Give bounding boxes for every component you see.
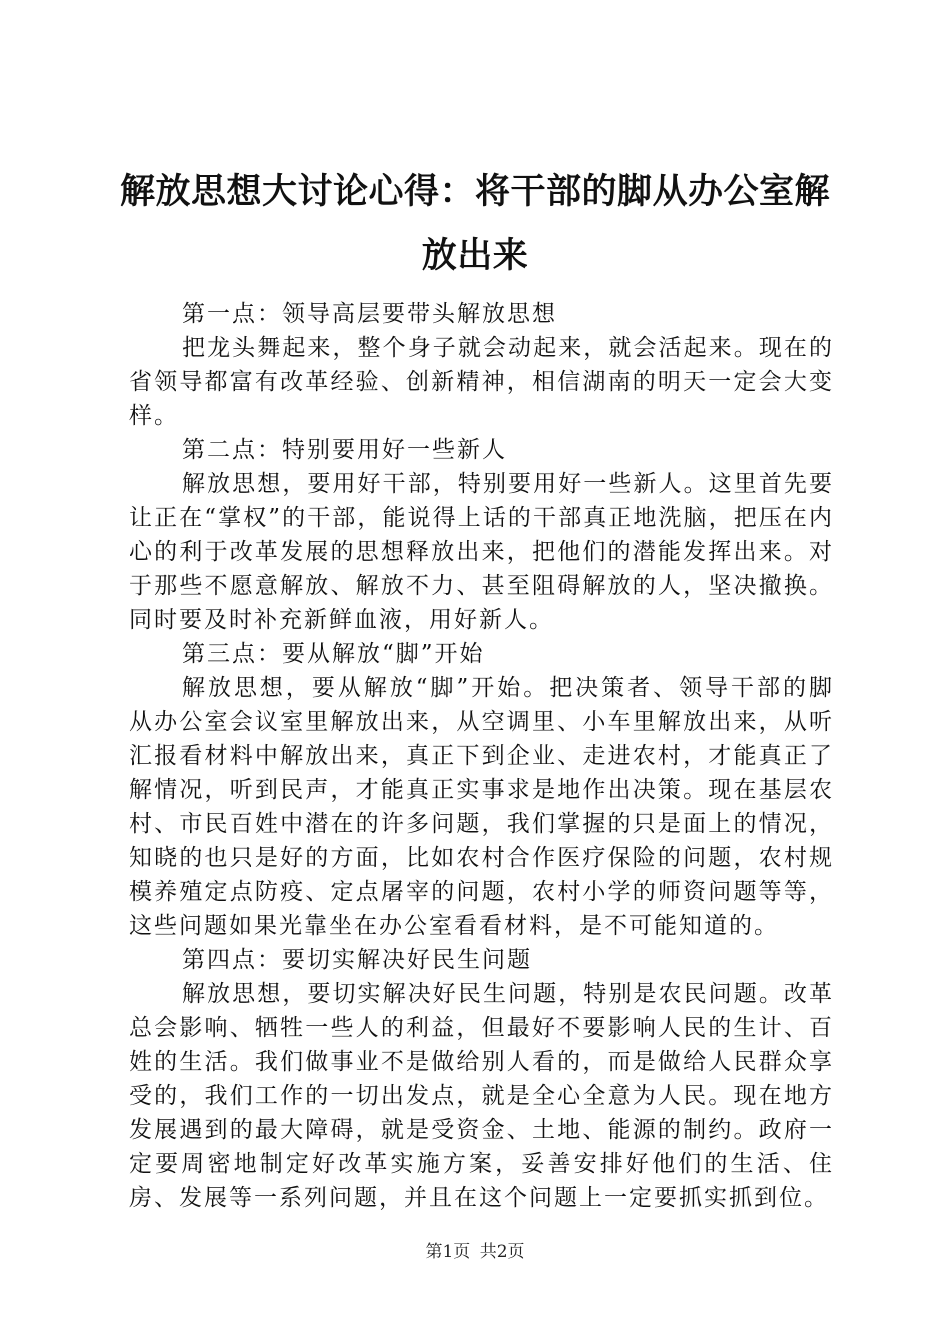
section-4-heading: 第四点：要切实解决好民生问题 bbox=[182, 947, 532, 973]
section-1-heading: 第一点：领导高层要带头解放思想 bbox=[182, 301, 557, 327]
section-2-body: 解放思想，要用好干部，特别要用好一些新人。这里首先要让正在“掌权”的干部，能说得上话的干部真正地洗脑，把压在内心的利于改革发展的思想释放出来，把他们的潜能发挥出来。对于那些不愿意解放、解放不力、甚至阻碍解放的人，坚决撤换。同时要及时补充新鲜血液，用好新人。 bbox=[129, 471, 834, 633]
page-total: 共2页 bbox=[479, 1242, 525, 1262]
section-3-body: 解放思想，要从解放“脚”开始。把决策者、领导干部的脚从办公室会议室里解放出来，从空调里、小车里解放出来，从听汇报看材料中解放出来，真正下到企业、走进农村，才能真正了解情况，听到民声，才能真正实事求是地作出决策。现在基层农村、市民百姓中潜在的许多问题，我们掌握的只是面上的情况，知晓的也只是好的方面，比如农村合作医疗保险的问题，农村规模养殖定点防疫、定点屠宰的问题，农村小学的师资问题等等，这些问题如果光靠坐在办公室看看材料，是不可能知道的。 bbox=[129, 675, 834, 939]
section-4-body: 解放思想，要切实解决好民生问题，特别是农民问题。改革总会影响、牺牲一些人的利益，但最好不要影响人民的生计、百姓的生活。我们做事业不是做给别人看的，而是做给人民群众享受的，我们工作的一切出发点，就是全心全意为人民。现在地方发展遇到的最大障碍，就是受资金、土地、能源的制约。政府一定要周密地制定好改革实施方案，妥善安排好他们的生活、住房、发展等一系列问题，并且在这个问题上一定要抓实抓到位。 bbox=[129, 981, 834, 1211]
document-title: 解放思想大讨论心得：将干部的脚从办公室解放出来 bbox=[119, 172, 830, 276]
document-body bbox=[129, 297, 834, 1215]
page-footer bbox=[0, 1240, 950, 1264]
page-number: 第1页 bbox=[425, 1242, 471, 1262]
section-1-body: 把龙头舞起来，整个身子就会动起来，就会活起来。现在的省领导都富有改革经验、创新精神，相信湖南的明天一定会大变样。 bbox=[129, 335, 834, 429]
section-3-heading: 第三点：要从解放“脚”开始 bbox=[182, 641, 485, 667]
section-2-heading: 第二点：特别要用好一些新人 bbox=[182, 437, 507, 463]
